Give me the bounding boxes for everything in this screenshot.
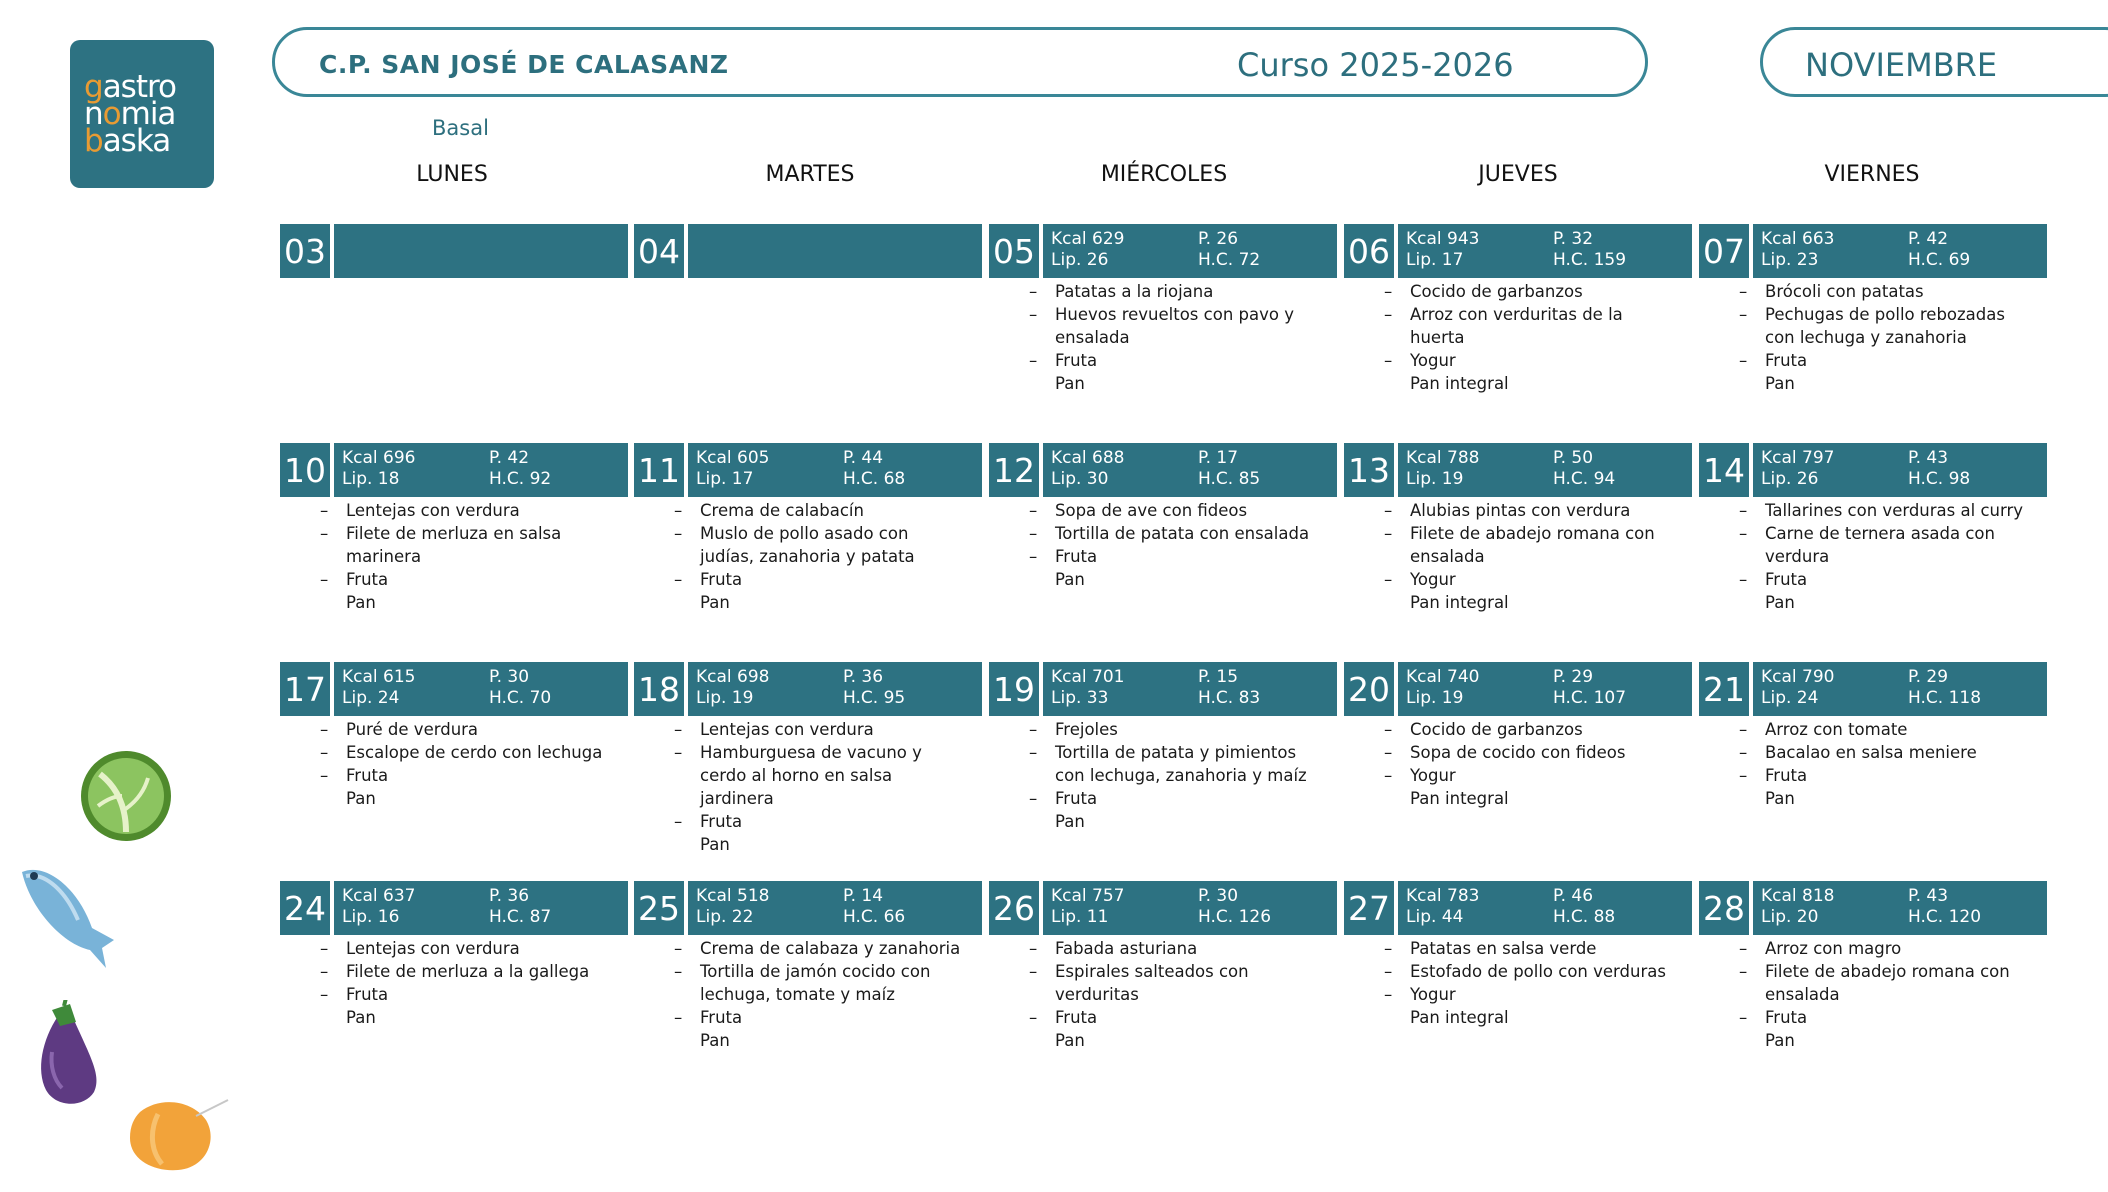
day-number: 26 (989, 881, 1039, 935)
menu-item: – Crema de calabaza y zanahoria (634, 937, 990, 960)
day-header-bar (1699, 443, 2047, 497)
kcal-value: Kcal 943 (1406, 229, 1480, 249)
carbs-value: H.C. 88 (1553, 907, 1616, 927)
lettuce-icon (78, 748, 174, 844)
menu-item: – Cocido de garbanzos (1344, 280, 1700, 303)
dayname-viernes: VIERNES (1824, 162, 1920, 187)
menu-item: con lechuga, zanahoria y maíz (1055, 766, 1307, 785)
lipids-value: Lip. 26 (1761, 469, 1819, 489)
lipids-value: Lip. 19 (1406, 469, 1464, 489)
nutrition-info (1043, 224, 1337, 278)
menu-item: – Fabada asturiana (989, 937, 1345, 960)
protein-value: P. 44 (843, 448, 884, 468)
menu-item: – Fruta (989, 349, 1345, 372)
lipids-value: Lip. 33 (1051, 688, 1109, 708)
day-cell (1699, 881, 2047, 1052)
day-number: 04 (634, 224, 684, 278)
menu-item: Pan (346, 593, 376, 612)
menu-item: – Fruta (1699, 764, 2055, 787)
day-number: 13 (1344, 443, 1394, 497)
menu-item: – Tallarines con verduras al curry (1699, 499, 2055, 522)
menu-item: – Filete de abadejo romana con (1344, 522, 1700, 545)
day-header-bar (1699, 662, 2047, 716)
menu-item: verduritas (1055, 985, 1139, 1004)
nutrition-info (1043, 662, 1337, 716)
day-number: 03 (280, 224, 330, 278)
day-number: 07 (1699, 224, 1749, 278)
menu-items (280, 937, 628, 1029)
menu-items (989, 499, 1337, 591)
menu-items (634, 499, 982, 614)
kcal-value: Kcal 663 (1761, 229, 1835, 249)
kcal-value: Kcal 701 (1051, 667, 1125, 687)
day-cell (1344, 443, 1692, 614)
menu-item: ensalada (1410, 547, 1485, 566)
menu-items (1344, 718, 1692, 810)
menu-item: – Arroz con tomate (1699, 718, 2055, 741)
menu-item: – Yogur (1344, 983, 1700, 1006)
day-header-bar (634, 662, 982, 716)
menu-items (280, 499, 628, 614)
kcal-value: Kcal 818 (1761, 886, 1835, 906)
day-cell (1344, 662, 1692, 810)
nutrition-info (1753, 443, 2047, 497)
day-cell (1344, 881, 1692, 1029)
menu-item: Pan (346, 789, 376, 808)
protein-value: P. 26 (1198, 229, 1239, 249)
kcal-value: Kcal 698 (696, 667, 770, 687)
day-cell (1699, 662, 2047, 810)
kcal-value: Kcal 788 (1406, 448, 1480, 468)
menu-item: – Espirales salteados con (989, 960, 1345, 983)
menu-item: Pan integral (1410, 374, 1509, 393)
kcal-value: Kcal 605 (696, 448, 770, 468)
day-cell (989, 881, 1337, 1052)
nutrition-info (1753, 662, 2047, 716)
menu-item: – Fruta (1699, 349, 2055, 372)
day-number: 06 (1344, 224, 1394, 278)
menu-item: Pan (1055, 374, 1085, 393)
carbs-value: H.C. 159 (1553, 250, 1627, 270)
menu-item: – Fruta (280, 764, 636, 787)
nutrition-info (1043, 881, 1337, 935)
menu-item: Pan (700, 835, 730, 854)
menu-item: – Crema de calabacín (634, 499, 990, 522)
day-number: 24 (280, 881, 330, 935)
menu-items (1344, 937, 1692, 1029)
menu-item: Pan integral (1410, 1008, 1509, 1027)
carbs-value: H.C. 98 (1908, 469, 1971, 489)
day-cell (1699, 224, 2047, 395)
menu-item: – Fruta (280, 568, 636, 591)
menu-item: – Patatas en salsa verde (1344, 937, 1700, 960)
day-header-bar (634, 443, 982, 497)
lipids-value: Lip. 23 (1761, 250, 1819, 270)
menu-item: – Fruta (1699, 1006, 2055, 1029)
carbs-value: H.C. 120 (1908, 907, 1982, 927)
protein-value: P. 36 (489, 886, 530, 906)
menu-item: Pan (1765, 789, 1795, 808)
day-header-bar (989, 443, 1337, 497)
menu-item: Pan (346, 1008, 376, 1027)
menu-item: – Lentejas con verdura (280, 499, 636, 522)
lipids-value: Lip. 24 (1761, 688, 1819, 708)
menu-item: Pan (1765, 593, 1795, 612)
lipids-value: Lip. 17 (1406, 250, 1464, 270)
day-header-bar (1344, 662, 1692, 716)
menu-item: – Fruta (634, 810, 990, 833)
menu-items (634, 937, 982, 1052)
logo-line-2: nomia (84, 95, 176, 132)
menu-item: – Filete de merluza en salsa (280, 522, 636, 545)
carbs-value: H.C. 126 (1198, 907, 1272, 927)
carbs-value: H.C. 70 (489, 688, 552, 708)
logo-line-1: gastro (84, 68, 177, 105)
header-banner (272, 27, 1648, 97)
lipids-value: Lip. 19 (1406, 688, 1464, 708)
day-cell (1699, 443, 2047, 614)
menu-item: – Fruta (989, 545, 1345, 568)
day-cell (280, 662, 628, 810)
kcal-value: Kcal 688 (1051, 448, 1125, 468)
gastronomia-baska-logo (70, 40, 214, 188)
carbs-value: H.C. 68 (843, 469, 906, 489)
day-number: 14 (1699, 443, 1749, 497)
menu-item: Pan (1055, 812, 1085, 831)
carbs-value: H.C. 72 (1198, 250, 1261, 270)
carbs-value: H.C. 95 (843, 688, 906, 708)
menu-items (1699, 499, 2047, 614)
nutrition-info (334, 443, 628, 497)
carbs-value: H.C. 92 (489, 469, 552, 489)
logo-line-1-rest: astro (102, 68, 177, 105)
protein-value: P. 42 (489, 448, 530, 468)
carbs-value: H.C. 66 (843, 907, 906, 927)
course-year: Curso 2025-2026 (1237, 46, 1514, 84)
menu-item: – Arroz con magro (1699, 937, 2055, 960)
menu-item: – Fruta (1699, 568, 2055, 591)
protein-value: P. 36 (843, 667, 884, 687)
menu-item: Pan (1055, 570, 1085, 589)
kcal-value: Kcal 637 (342, 886, 416, 906)
lipids-value: Lip. 24 (342, 688, 400, 708)
menu-item: – Fruta (634, 1006, 990, 1029)
carbs-value: H.C. 85 (1198, 469, 1261, 489)
lipids-value: Lip. 19 (696, 688, 754, 708)
protein-value: P. 46 (1553, 886, 1594, 906)
menu-item: – Carne de ternera asada con (1699, 522, 2055, 545)
menu-item: – Pechugas de pollo rebozadas (1699, 303, 2055, 326)
carbs-value: H.C. 107 (1553, 688, 1627, 708)
kcal-value: Kcal 783 (1406, 886, 1480, 906)
menu-item: – Arroz con verduritas de la (1344, 303, 1700, 326)
eggplant-icon (36, 1000, 102, 1108)
lipids-value: Lip. 17 (696, 469, 754, 489)
menu-items (1344, 280, 1692, 395)
menu-item: – Lentejas con verdura (280, 937, 636, 960)
day-cell (989, 224, 1337, 395)
day-header-bar (989, 662, 1337, 716)
kcal-value: Kcal 797 (1761, 448, 1835, 468)
kcal-value: Kcal 740 (1406, 667, 1480, 687)
menu-item: con lechuga y zanahoria (1765, 328, 1967, 347)
day-header-bar (280, 224, 628, 278)
day-number: 28 (1699, 881, 1749, 935)
lipids-value: Lip. 44 (1406, 907, 1464, 927)
lipids-value: Lip. 22 (696, 907, 754, 927)
menu-items (1344, 499, 1692, 614)
menu-item: Pan (1765, 374, 1795, 393)
menu-item: – Alubias pintas con verdura (1344, 499, 1700, 522)
menu-items (989, 718, 1337, 833)
nutrition-info (1398, 662, 1692, 716)
menu-item: – Filete de abadejo romana con (1699, 960, 2055, 983)
lipids-value: Lip. 30 (1051, 469, 1109, 489)
menu-item: – Patatas a la riojana (989, 280, 1345, 303)
day-number: 21 (1699, 662, 1749, 716)
protein-value: P. 29 (1553, 667, 1594, 687)
menu-item: – Lentejas con verdura (634, 718, 990, 741)
nutrition-info (1753, 224, 2047, 278)
dayname-martes: MARTES (765, 162, 855, 187)
protein-value: P. 15 (1198, 667, 1239, 687)
menu-item: Pan integral (1410, 593, 1509, 612)
nutrition-info (1398, 881, 1692, 935)
carbs-value: H.C. 83 (1198, 688, 1261, 708)
nutrition-info (1753, 881, 2047, 935)
day-number: 10 (280, 443, 330, 497)
menu-item: ensalada (1055, 328, 1130, 347)
day-number: 25 (634, 881, 684, 935)
bell-pepper-icon (126, 1090, 232, 1174)
menu-item: – Fruta (280, 983, 636, 1006)
menu-item: – Tortilla de jamón cocido con (634, 960, 990, 983)
lipids-value: Lip. 16 (342, 907, 400, 927)
day-header-bar (989, 881, 1337, 935)
nutrition-info (1398, 443, 1692, 497)
day-number: 27 (1344, 881, 1394, 935)
dayname-lunes: LUNES (416, 162, 488, 187)
menu-item: jardinera (700, 789, 774, 808)
nutrition-info (688, 224, 982, 278)
lipids-value: Lip. 18 (342, 469, 400, 489)
menu-item: – Fruta (989, 787, 1345, 810)
menu-item: – Yogur (1344, 568, 1700, 591)
menu-item: ensalada (1765, 985, 1840, 1004)
day-header-bar (280, 662, 628, 716)
menu-items (1699, 280, 2047, 395)
day-number: 12 (989, 443, 1039, 497)
nutrition-info (688, 881, 982, 935)
kcal-value: Kcal 696 (342, 448, 416, 468)
nutrition-info (334, 224, 628, 278)
carbs-value: H.C. 118 (1908, 688, 1982, 708)
day-header-bar (634, 224, 982, 278)
menu-item: – Fruta (634, 568, 990, 591)
menu-item: – Frejoles (989, 718, 1345, 741)
day-header-bar (280, 443, 628, 497)
menu-items (634, 718, 982, 856)
menu-items (280, 718, 628, 810)
menu-type-label: Basal (432, 116, 489, 140)
kcal-value: Kcal 615 (342, 667, 416, 687)
day-cell (280, 881, 628, 1029)
menu-item: – Cocido de garbanzos (1344, 718, 1700, 741)
carbs-value: H.C. 94 (1553, 469, 1616, 489)
protein-value: P. 30 (489, 667, 530, 687)
dayname-jueves: JUEVES (1478, 162, 1558, 187)
menu-item: Pan (1765, 1031, 1795, 1050)
menu-item: – Brócoli con patatas (1699, 280, 2055, 303)
kcal-value: Kcal 629 (1051, 229, 1125, 249)
menu-item: marinera (346, 547, 422, 566)
day-header-bar (1344, 881, 1692, 935)
menu-item: – Fruta (989, 1006, 1345, 1029)
menu-item: – Huevos revueltos con pavo y (989, 303, 1345, 326)
menu-item: – Muslo de pollo asado con (634, 522, 990, 545)
lipids-value: Lip. 11 (1051, 907, 1109, 927)
fish-icon (16, 858, 126, 970)
menu-item: Pan (700, 1031, 730, 1050)
protein-value: P. 43 (1908, 448, 1949, 468)
day-header-bar (280, 881, 628, 935)
month-banner (1760, 27, 2108, 97)
protein-value: P. 42 (1908, 229, 1949, 249)
month-name: NOVIEMBRE (1805, 46, 1998, 84)
day-cell (634, 662, 982, 856)
kcal-value: Kcal 757 (1051, 886, 1125, 906)
protein-value: P. 17 (1198, 448, 1239, 468)
day-header-bar (1699, 224, 2047, 278)
dayname-miercoles: MIÉRCOLES (1100, 162, 1228, 187)
menu-items (1699, 937, 2047, 1052)
menu-items (989, 937, 1337, 1052)
protein-value: P. 32 (1553, 229, 1594, 249)
menu-item: – Hamburguesa de vacuno y (634, 741, 990, 764)
logo-line-2-rest: mia (120, 95, 176, 132)
menu-item: cerdo al horno en salsa (700, 766, 893, 785)
menu-item: lechuga, tomate y maíz (700, 985, 895, 1004)
day-cell (280, 443, 628, 614)
menu-item: – Yogur (1344, 349, 1700, 372)
menu-item: – Puré de verdura (280, 718, 636, 741)
day-cell (280, 224, 628, 280)
day-header-bar (989, 224, 1337, 278)
logo-line-3-rest: aska (102, 122, 171, 159)
lipids-value: Lip. 20 (1761, 907, 1819, 927)
menu-item: – Tortilla de patata con ensalada (989, 522, 1345, 545)
day-number: 17 (280, 662, 330, 716)
day-number: 05 (989, 224, 1039, 278)
carbs-value: H.C. 69 (1908, 250, 1971, 270)
school-name: C.P. SAN JOSÉ DE CALASANZ (319, 50, 729, 79)
menu-item: – Bacalao en salsa meniere (1699, 741, 2055, 764)
menu-item: verdura (1765, 547, 1830, 566)
carbs-value: H.C. 87 (489, 907, 552, 927)
menu-item: – Estofado de pollo con verduras (1344, 960, 1700, 983)
menu-item: – Filete de merluza a la gallega (280, 960, 636, 983)
kcal-value: Kcal 790 (1761, 667, 1835, 687)
day-number: 20 (1344, 662, 1394, 716)
day-number: 18 (634, 662, 684, 716)
logo-line-3: baska (84, 122, 171, 159)
menu-item: – Escalope de cerdo con lechuga (280, 741, 636, 764)
menu-item: judías, zanahoria y patata (700, 547, 915, 566)
day-number: 11 (634, 443, 684, 497)
nutrition-info (688, 662, 982, 716)
nutrition-info (334, 881, 628, 935)
nutrition-info (1398, 224, 1692, 278)
nutrition-info (334, 662, 628, 716)
protein-value: P. 29 (1908, 667, 1949, 687)
protein-value: P. 30 (1198, 886, 1239, 906)
menu-items (1699, 718, 2047, 810)
day-cell (634, 224, 982, 280)
menu-item: – Tortilla de patata y pimientos (989, 741, 1345, 764)
menu-item: – Yogur (1344, 764, 1700, 787)
day-number: 19 (989, 662, 1039, 716)
day-cell (1344, 224, 1692, 395)
day-cell (634, 443, 982, 614)
day-cell (634, 881, 982, 1052)
protein-value: P. 14 (843, 886, 884, 906)
menu-item: Pan (700, 593, 730, 612)
day-header-bar (1699, 881, 2047, 935)
day-cell (989, 443, 1337, 591)
kcal-value: Kcal 518 (696, 886, 770, 906)
day-header-bar (1344, 443, 1692, 497)
nutrition-info (1043, 443, 1337, 497)
nutrition-info (688, 443, 982, 497)
menu-items (989, 280, 1337, 395)
day-header-bar (634, 881, 982, 935)
menu-item: – Sopa de ave con fideos (989, 499, 1345, 522)
menu-item: huerta (1410, 328, 1465, 347)
protein-value: P. 43 (1908, 886, 1949, 906)
menu-item: – Sopa de cocido con fideos (1344, 741, 1700, 764)
lipids-value: Lip. 26 (1051, 250, 1109, 270)
menu-item: Pan integral (1410, 789, 1509, 808)
day-header-bar (1344, 224, 1692, 278)
menu-item: Pan (1055, 1031, 1085, 1050)
protein-value: P. 50 (1553, 448, 1594, 468)
day-cell (989, 662, 1337, 833)
